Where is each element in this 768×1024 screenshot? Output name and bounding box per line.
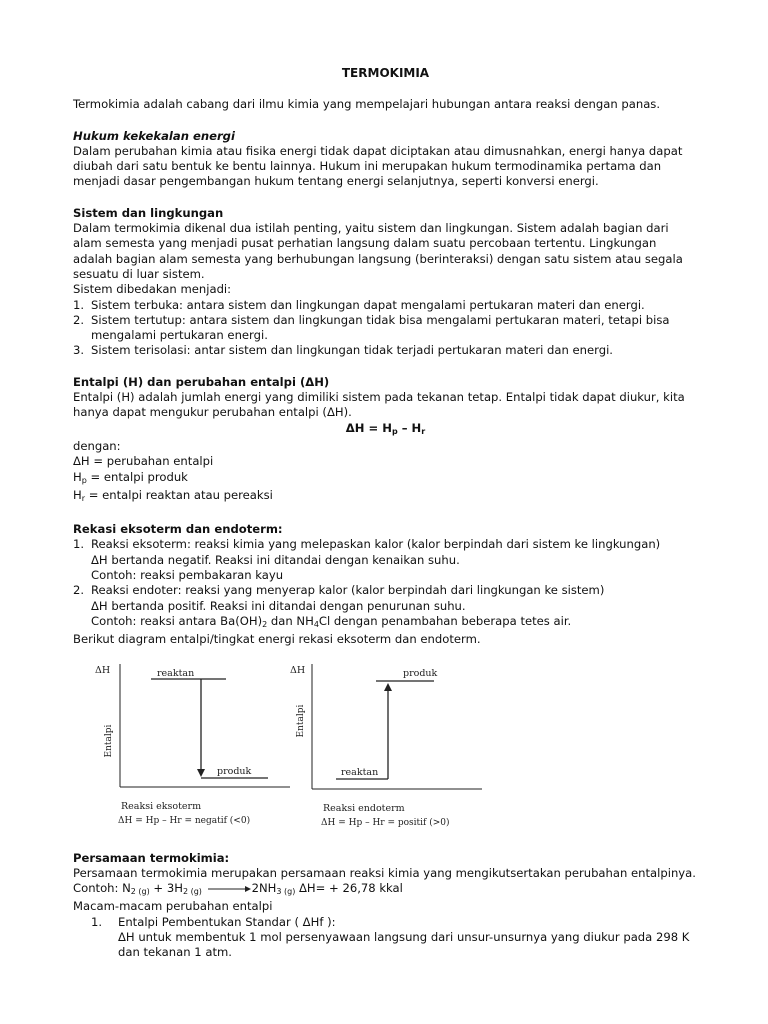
definition-hr: $H_r$ = entalpi reaktan atau pereaksi xyxy=(73,487,273,503)
exo-arrow-head xyxy=(197,769,205,777)
reaction-arrow-icon xyxy=(206,885,252,893)
enthalpy-diagram-figure xyxy=(91,661,531,833)
sistem-list-intro: Sistem dibedakan menjadi: xyxy=(73,282,232,297)
dengan-label: dengan: xyxy=(73,438,121,453)
endo-formula: ΔH = Hp – Hr = positif (>0) xyxy=(321,817,450,828)
endo-caption: Reaksi endoterm xyxy=(323,802,405,814)
sistem-paragraph: Dalam termokimia dikenal dua istilah penting, yaitu sistem dan lingkungan. Sistem adalah bagian dari alam semesta yang menjadi pusat perhatian langsung dalam suatu percobaan tertentu. Lingkungan adalah bagian alam semesta yang berhubungan langsung (berinteraksi) dengan satu sistem atau segala sesuatu di luar sistem. xyxy=(73,221,683,281)
hukum-paragraph: Dalam perubahan kimia atau fisika energi tidak dapat diciptakan atau dimusnahkan, energi hanya dapat diubah dari satu bentuk ke bentu lainnya. Hukum ini merupakan hukum termodinamika pertama dan menjadi dasar pengembangan hukum tentang energi selanjutnya, seperti konversi energi. xyxy=(73,143,683,189)
endo-top-label: produk xyxy=(403,667,438,679)
section-heading-hukum: Hukum kekekalan energi xyxy=(73,128,235,143)
list-item: 1. Entalpi Pembentukan Standar ( ΔHf ): ΔH untuk membentuk 1 mol persenyawaan langsung dari unsur-unsurnya yang diukur pada 298 K dan tekanan 1 atm. xyxy=(91,914,690,960)
exo-top-label: reaktan xyxy=(157,667,195,679)
endothermic-diagram xyxy=(290,664,482,828)
section-heading-entalpi: Entalpi (H) dan perubahan entalpi (ΔH) xyxy=(73,374,330,389)
entalpi-formula: $\Delta H = H_p - H_r$ xyxy=(345,420,426,436)
persamaan-example: Contoh: $N_{2 (g)} + 3H_{2 (g)}$ $2NH_{3 (g)}$ ΔH= + 26,78 kkal xyxy=(73,881,403,897)
reaksi-list xyxy=(73,537,698,632)
exo-caption: Reaksi eksoterm xyxy=(121,800,202,812)
list-item: 1. Reaksi eksoterm: reaksi kimia yang melepaskan kalor (kalor berpindah dari sistem ke lingkungan) ΔH bertanda negatif. Reaksi ini ditandai dengan kenaikan suhu. Contoh: reaksi pembakaran kayu xyxy=(73,537,661,583)
list-item: 2. Sistem tertutup: antara sistem dan lingkungan tidak bisa mengalami pertukaran materi, tetapi bisa mengalami pertukaran energi. xyxy=(73,312,670,343)
endo-y-label: Entalpi xyxy=(296,704,306,737)
entalpi-paragraph: Entalpi (H) adalah jumlah energi yang dimiliki sistem pada tekanan tetap. Entalpi tidak dapat diukur, kita hanya dapat mengukur perubahan entalpi (ΔH). xyxy=(73,390,685,420)
exo-y-label: Entalpi xyxy=(104,724,114,757)
list-item: 2. Reaksi endoter: reaksi yang menyerap kalor (kalor berpindah dari lingkungan ke sistem) ΔH bertanda positif. Reaksi ini ditandai dengan penurunan suhu. Contoh: reaksi antara $Ba(OH)_2$ dan $NH_4Cl$ dengan penambahan beberapa tetes air. xyxy=(73,583,605,629)
sistem-list xyxy=(73,298,698,359)
definition-hp: $H_p$ = entalpi produk xyxy=(73,469,188,485)
document-page xyxy=(73,66,698,961)
section-heading-persamaan: Persamaan termokimia: xyxy=(73,850,230,865)
diagram-intro: Berikut diagram entalpi/tingkat energi rekasi eksoterm dan endoterm. xyxy=(73,632,481,647)
intro-paragraph: Termokimia adalah cabang dari ilmu kimia yang mempelajari hubungan antara reaksi dengan panas. xyxy=(73,97,661,112)
section-heading-sistem: Sistem dan lingkungan xyxy=(73,205,224,220)
exo-formula: ΔH = Hp – Hr = negatif (<0) xyxy=(118,815,251,826)
exo-axis-label: ΔH xyxy=(95,664,111,676)
exothermic-diagram xyxy=(95,664,290,826)
endo-arrow-head xyxy=(384,683,392,691)
page-title: TERMOKIMIA xyxy=(341,66,430,80)
macam-label: Macam-macam perubahan entalpi xyxy=(73,899,273,914)
list-item: 3. Sistem terisolasi: antar sistem dan lingkungan tidak terjadi pertukaran materi dan energi. xyxy=(73,343,613,358)
exo-bottom-label: produk xyxy=(217,765,252,777)
definition-dh: ΔH = perubahan entalpi xyxy=(73,454,214,469)
endo-axis-label: ΔH xyxy=(290,664,306,676)
section-heading-reaksi: Rekasi eksoterm dan endoterm: xyxy=(73,522,283,537)
list-item: 1. Sistem terbuka: antara sistem dan lingkungan dapat mengalami pertukaran materi dan energi. xyxy=(73,297,645,312)
endo-bottom-label: reaktan xyxy=(341,766,379,778)
persamaan-paragraph: Persamaan termokimia merupakan persamaan reaksi kimia yang mengikutsertakan perubahan entalpinya. xyxy=(73,865,696,880)
enthalpy-diagrams xyxy=(73,661,698,836)
